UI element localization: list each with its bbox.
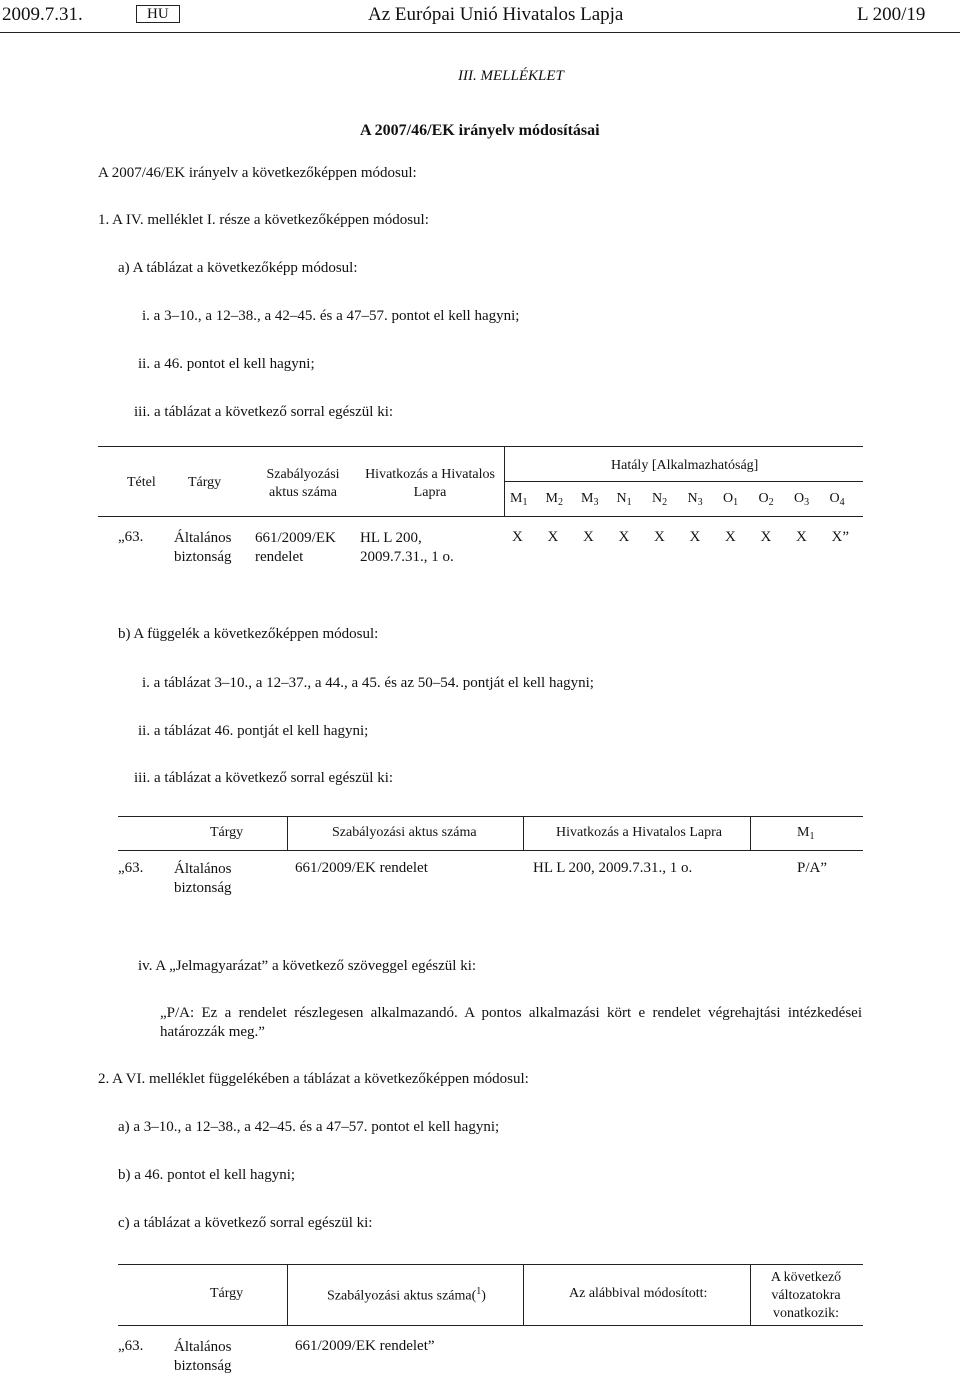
table3-header-act <box>327 1286 486 1305</box>
journal-title: Az Európai Unió Hivatalos Lapja <box>368 4 624 25</box>
item2-c: c) a táblázat a következő sorral egészül ki: <box>118 1215 373 1231</box>
table1-mark: X <box>583 529 594 545</box>
item1-b-ii: ii. a táblázat 46. pontját el kell hagyni; <box>138 723 369 739</box>
page-number: L 200/19 <box>857 4 926 25</box>
intro-text: A 2007/46/EK irányelv a következőképpen módosul: <box>98 165 417 181</box>
table3-col-divider-2 <box>523 1264 524 1325</box>
header-date: 2009.7.31. <box>2 4 83 25</box>
table2-top-rule <box>118 816 863 817</box>
legend-text <box>160 1004 862 1042</box>
table2-col-divider-2 <box>523 816 524 850</box>
table3-col-divider-3 <box>750 1264 751 1325</box>
table2-col-divider-1 <box>287 816 288 850</box>
item1-b-iv: iv. A „Jelmagyarázat” a következő szöveggel egészül ki: <box>138 958 477 974</box>
language-badge <box>136 2 180 24</box>
table2-header-ref: Hivatkozás a Hivatalos Lapra <box>556 825 722 840</box>
table1-row-subject <box>174 529 254 567</box>
item2-heading: 2. A VI. melléklet függelékében a táblázat a következőképpen módosul: <box>98 1071 529 1087</box>
table3-header-applies: A következő változatokra vonatkozik: <box>770 1270 842 1321</box>
header-rule <box>0 32 960 33</box>
table1-mark: X” <box>831 529 849 545</box>
table1-applicability-rule <box>505 481 863 482</box>
table3-header-act-note: 1 <box>476 1286 482 1297</box>
table1-mark: X <box>547 529 559 545</box>
table1-mark: X <box>760 529 772 545</box>
annex-number: III. MELLÉKLET <box>458 68 564 84</box>
table3-row-act: 661/2009/EK rendelet” <box>295 1338 435 1354</box>
item1-heading: 1. A IV. melléklet I. része a következőképpen módosul: <box>98 212 429 228</box>
table3-row-subject <box>174 1338 254 1376</box>
table1-col-divider <box>504 446 505 516</box>
legend-text-content: „P/A: Ez a rendelet részlegesen alkalmazandó. A pontos alkalmazási kört e rendelet végrehajtási intézkedései határozzák meg.” <box>160 1005 862 1040</box>
table2-row-subject-text: Általános biztonság <box>174 861 232 896</box>
table3-header-subject: Tárgy <box>210 1286 244 1301</box>
table1-row-act-text: 661/2009/EK rendelet <box>255 530 336 565</box>
table1-header-act: Szabályozási aktus száma <box>266 467 340 500</box>
table1-category-o3: $O_3$ <box>794 491 810 508</box>
table1-row-subject-text: Általános biztonság <box>174 530 232 565</box>
table1-header-item: Tétel <box>127 475 156 490</box>
table1-mark: X <box>618 529 630 545</box>
table1-header-ref: Hivatkozás a Hivatalos Lapra <box>365 467 495 500</box>
table2-header-subject: Tárgy <box>210 825 244 840</box>
table3-row-item: „63. <box>118 1338 144 1354</box>
table3-header-act-close: ) <box>481 1288 486 1304</box>
table1-row-ref <box>360 529 490 567</box>
table3-header-act-text: Szabályozási aktus száma( <box>327 1288 477 1304</box>
table2-header-category <box>797 825 814 842</box>
table1-category-n1: $N_1$ <box>616 491 632 508</box>
table3-row-subject-text: Általános biztonság <box>174 1339 232 1374</box>
table2-row-subject <box>174 860 254 898</box>
table1-row-act <box>255 529 345 567</box>
item2-a: a) a 3–10., a 12–38., a 42–45. és a 47–57. pontot el kell hagyni; <box>118 1119 500 1135</box>
table3-header-amended: Az alábbival módosított: <box>569 1286 708 1301</box>
item1-a-i: i. a 3–10., a 12–38., a 42–45. és a 47–57. pontot el kell hagyni; <box>142 308 520 324</box>
table1-mark: X <box>689 529 701 545</box>
language-code: HU <box>136 5 180 23</box>
item2-b: b) a 46. pontot el kell hagyni; <box>118 1167 296 1183</box>
table1-category-n2: $N_2$ <box>652 491 668 508</box>
table3-header-bottom-rule <box>118 1325 863 1326</box>
table1-mark: X <box>654 529 665 545</box>
table1-row-marks <box>510 529 860 549</box>
item1-a: a) A táblázat a következőképp módosul: <box>118 260 358 276</box>
table2-header-cat-letter: M <box>797 825 810 840</box>
table1-header-subject: Tárgy <box>188 475 222 490</box>
annex-title: A 2007/46/EK irányelv módosításai <box>360 122 600 139</box>
table1-category-m1: $M_1$ <box>510 491 528 508</box>
table1-category-list <box>510 491 860 511</box>
table2-row-item: „63. <box>118 860 144 876</box>
table2-header-cat-sub: 1 <box>809 831 815 842</box>
table1-header-bottom-rule <box>98 516 863 517</box>
table1-category-o2: $O_2$ <box>758 491 774 508</box>
table1-mark: X <box>512 529 523 545</box>
table1-row-item: „63. <box>118 529 144 545</box>
table3-top-rule <box>118 1264 863 1265</box>
table1-row-ref-text: HL L 200, 2009.7.31., 1 o. <box>360 530 454 565</box>
item1-b: b) A függelék a következőképpen módosul: <box>118 626 379 642</box>
item1-b-i: i. a táblázat 3–10., a 12–37., a 44., a 45. és az 50–54. pontját el kell hagyni; <box>142 675 594 691</box>
table2-row-value: P/A” <box>797 860 827 876</box>
table2-header-act: Szabályozási aktus száma <box>332 825 477 840</box>
table1-header-applicability: Hatály [Alkalmazhatóság] <box>611 458 759 473</box>
table1-category-o4: $O_4$ <box>829 491 845 508</box>
table2-header-bottom-rule <box>118 850 863 851</box>
table1-category-n3: $N_3$ <box>687 491 703 508</box>
table2-row-ref: HL L 200, 2009.7.31., 1 o. <box>533 860 693 876</box>
table1-category-m2: $M_2$ <box>545 491 563 508</box>
table2-col-divider-3 <box>750 816 751 850</box>
item1-a-ii: ii. a 46. pontot el kell hagyni; <box>138 356 315 372</box>
table1-category-o1: $O_1$ <box>723 491 739 508</box>
table1-mark: X <box>725 529 736 545</box>
item1-b-iii: iii. a táblázat a következő sorral egészül ki: <box>134 770 394 786</box>
item1-a-iii: iii. a táblázat a következő sorral egészül ki: <box>134 404 394 420</box>
table2-row-act: 661/2009/EK rendelet <box>295 860 428 876</box>
table3-col-divider-1 <box>287 1264 288 1325</box>
table1-mark: X <box>796 529 807 545</box>
table1-top-rule <box>98 446 863 447</box>
table1-category-m3: $M_3$ <box>581 491 599 508</box>
